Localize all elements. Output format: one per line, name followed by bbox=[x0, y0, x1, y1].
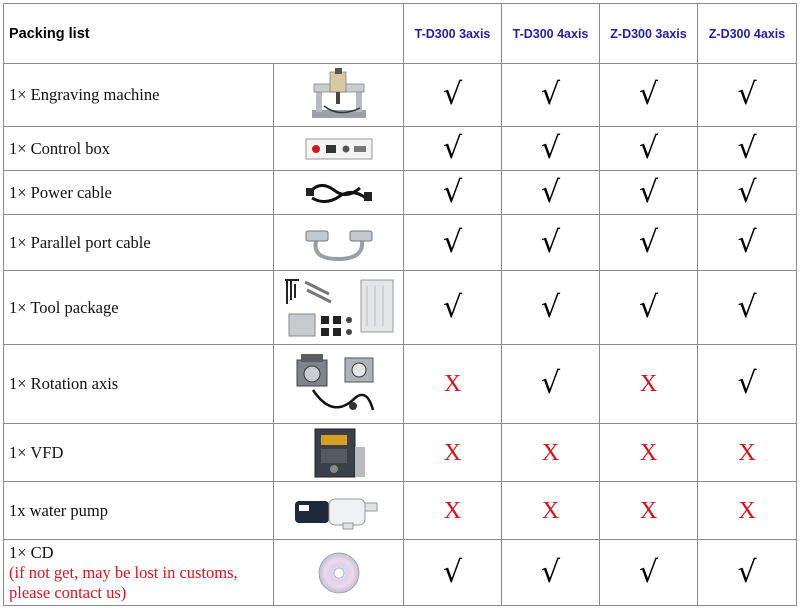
item-image-cell bbox=[274, 215, 404, 271]
mark-cell bbox=[600, 64, 698, 127]
mark-cell bbox=[600, 482, 698, 540]
table-row bbox=[4, 271, 797, 345]
included-check-mark: √ bbox=[540, 366, 561, 401]
mark-cell bbox=[404, 482, 502, 540]
included-check-mark: √ bbox=[442, 77, 463, 112]
model-header-z-d300-3axis: Z-D300 3axis bbox=[600, 4, 698, 64]
included-check-mark: √ bbox=[540, 77, 561, 112]
table-row bbox=[4, 424, 797, 482]
mark-cell bbox=[404, 540, 502, 606]
item-image-cell bbox=[274, 424, 404, 482]
model-header-t-d300-3axis: T-D300 3axis bbox=[404, 4, 502, 64]
vfd-icon bbox=[309, 427, 369, 479]
included-check-mark: √ bbox=[638, 554, 659, 590]
mark-cell bbox=[502, 482, 600, 540]
not-included-x-mark: X bbox=[639, 439, 658, 466]
item-image-cell bbox=[274, 482, 404, 540]
mark-cell bbox=[502, 540, 600, 606]
mark-cell bbox=[404, 127, 502, 171]
not-included-x-mark: X bbox=[443, 439, 462, 466]
item-image-cell bbox=[274, 271, 404, 345]
mark-cell bbox=[698, 540, 797, 606]
customs-note: (if not get, may be lost in customs, please contact us) bbox=[9, 562, 238, 602]
item-name: 1× Tool package bbox=[4, 271, 274, 345]
mark-cell bbox=[600, 424, 698, 482]
included-check-mark: √ bbox=[737, 366, 757, 401]
mark-cell bbox=[600, 171, 698, 215]
packing-list-table bbox=[3, 3, 797, 606]
included-check-mark: √ bbox=[638, 174, 659, 210]
mark-cell bbox=[502, 271, 600, 345]
included-check-mark: √ bbox=[737, 224, 757, 260]
item-name: 1x water pump bbox=[4, 482, 274, 540]
mark-cell bbox=[502, 171, 600, 215]
item-image-cell bbox=[274, 64, 404, 127]
included-check-mark: √ bbox=[540, 130, 561, 166]
not-included-x-mark: X bbox=[738, 497, 756, 524]
table-row bbox=[4, 345, 797, 424]
parallel-cable-icon bbox=[302, 223, 376, 263]
mark-cell bbox=[698, 215, 797, 271]
mark-cell bbox=[698, 271, 797, 345]
not-included-x-mark: X bbox=[541, 497, 560, 524]
included-check-mark: √ bbox=[737, 174, 757, 210]
water-pump-icon bbox=[291, 491, 387, 531]
included-check-mark: √ bbox=[737, 289, 757, 325]
mark-cell bbox=[404, 345, 502, 424]
mark-cell bbox=[698, 127, 797, 171]
model-header-z-d300-4axis: Z-D300 4axis bbox=[698, 4, 797, 64]
mark-cell bbox=[600, 215, 698, 271]
item-name: 1× Engraving machine bbox=[4, 64, 274, 127]
mark-cell bbox=[404, 271, 502, 345]
included-check-mark: √ bbox=[442, 174, 463, 210]
item-image-cell bbox=[274, 127, 404, 171]
table-row bbox=[4, 64, 797, 127]
model-header-t-d300-4axis: T-D300 4axis bbox=[502, 4, 600, 64]
item-name: 1× Rotation axis bbox=[4, 345, 274, 424]
mark-cell bbox=[600, 127, 698, 171]
item-name: 1× VFD bbox=[4, 424, 274, 482]
included-check-mark: √ bbox=[638, 130, 659, 166]
packing-list-title: Packing list bbox=[4, 4, 404, 64]
mark-cell bbox=[404, 64, 502, 127]
included-check-mark: √ bbox=[638, 289, 659, 325]
table-row bbox=[4, 215, 797, 271]
item-image-cell bbox=[274, 540, 404, 606]
table-row bbox=[4, 171, 797, 215]
mark-cell bbox=[404, 424, 502, 482]
mark-cell bbox=[502, 127, 600, 171]
included-check-mark: √ bbox=[737, 130, 757, 166]
not-included-x-mark: X bbox=[738, 439, 756, 466]
rotation-axis-icon bbox=[293, 350, 385, 418]
item-name-cell bbox=[4, 540, 274, 606]
included-check-mark: √ bbox=[638, 77, 659, 112]
mark-cell bbox=[502, 64, 600, 127]
control-box-icon bbox=[304, 137, 374, 161]
included-check-mark: √ bbox=[442, 289, 463, 325]
mark-cell bbox=[502, 345, 600, 424]
included-check-mark: √ bbox=[737, 554, 757, 590]
not-included-x-mark: X bbox=[639, 371, 658, 397]
not-included-x-mark: X bbox=[443, 371, 462, 397]
power-cable-icon bbox=[304, 178, 374, 208]
table-row bbox=[4, 482, 797, 540]
item-image-cell bbox=[274, 171, 404, 215]
mark-cell bbox=[698, 424, 797, 482]
mark-cell bbox=[600, 540, 698, 606]
table-row bbox=[4, 127, 797, 171]
item-image-cell bbox=[274, 345, 404, 424]
mark-cell bbox=[404, 171, 502, 215]
item-name: 1× Control box bbox=[4, 127, 274, 171]
included-check-mark: √ bbox=[442, 554, 463, 590]
included-check-mark: √ bbox=[540, 174, 561, 210]
not-included-x-mark: X bbox=[541, 439, 560, 466]
included-check-mark: √ bbox=[442, 130, 463, 166]
included-check-mark: √ bbox=[540, 224, 561, 260]
cd-icon bbox=[317, 551, 361, 595]
mark-cell bbox=[698, 64, 797, 127]
item-name: 1× Parallel port cable bbox=[4, 215, 274, 271]
included-check-mark: √ bbox=[638, 224, 659, 260]
included-check-mark: √ bbox=[540, 554, 561, 590]
included-check-mark: √ bbox=[737, 77, 757, 112]
mark-cell bbox=[502, 424, 600, 482]
not-included-x-mark: X bbox=[443, 497, 462, 524]
header-row bbox=[4, 4, 797, 64]
not-included-x-mark: X bbox=[639, 497, 658, 524]
table-row bbox=[4, 540, 797, 606]
tool-package-icon bbox=[281, 276, 397, 340]
item-name: 1× CD bbox=[9, 542, 54, 562]
included-check-mark: √ bbox=[442, 224, 463, 260]
mark-cell bbox=[698, 482, 797, 540]
mark-cell bbox=[600, 345, 698, 424]
included-check-mark: √ bbox=[540, 289, 561, 325]
engraving-machine-icon bbox=[304, 66, 374, 124]
mark-cell bbox=[502, 215, 600, 271]
mark-cell bbox=[698, 171, 797, 215]
mark-cell bbox=[404, 215, 502, 271]
mark-cell bbox=[600, 271, 698, 345]
mark-cell bbox=[698, 345, 797, 424]
item-name: 1× Power cable bbox=[4, 171, 274, 215]
